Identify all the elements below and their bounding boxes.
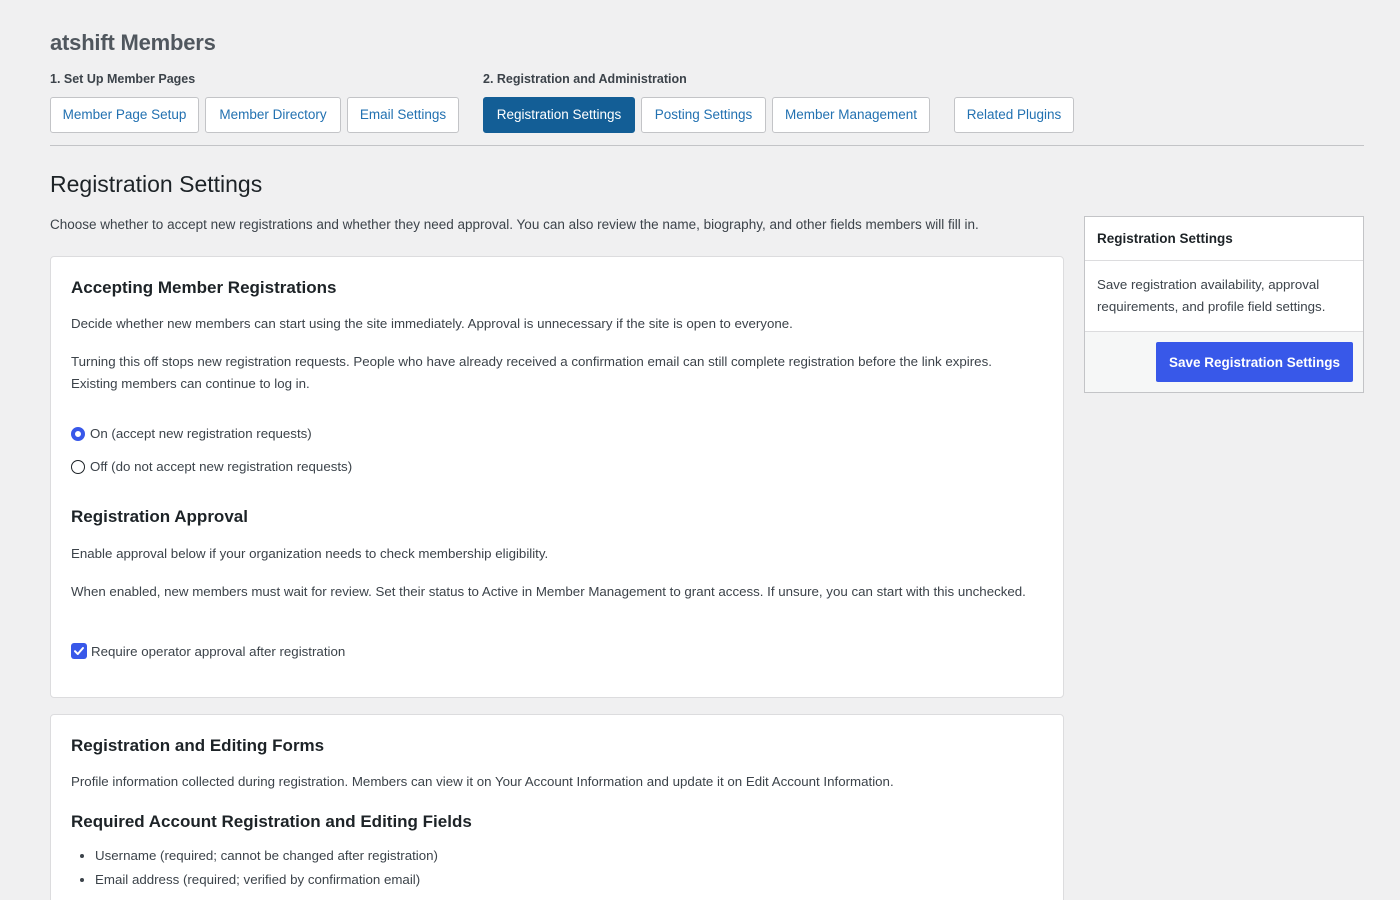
tab-member-page-setup[interactable]: Member Page Setup: [50, 97, 199, 133]
registration-card: [50, 256, 1064, 698]
required-fields-list: [71, 844, 438, 892]
radio-option-off[interactable]: [71, 459, 352, 474]
save-box-footer: [1085, 332, 1363, 392]
save-settings-box: [1084, 216, 1364, 393]
forms-card: [50, 714, 1064, 900]
page-title: Registration Settings: [50, 171, 263, 197]
save-registration-settings-button[interactable]: Save Registration Settings: [1156, 342, 1353, 382]
list-item: • Email address (required; verified by confirmation email): [95, 868, 438, 892]
tab-email-settings[interactable]: Email Settings: [347, 97, 459, 133]
list-item: • Username (required; cannot be changed after registration): [95, 844, 438, 868]
approval-checkbox[interactable]: [71, 643, 87, 659]
approval-desc-2: When enabled, new members must wait for review. Set their status to Active in Member Management to grant access. If unsure, you can start with this unchecked.: [71, 584, 1026, 599]
nav-group-label-registration: 2. Registration and Administration: [483, 72, 687, 86]
accepting-title: Accepting Member Registrations: [71, 278, 337, 297]
radio-option-on[interactable]: [71, 426, 312, 441]
approval-checkbox-row[interactable]: [71, 643, 345, 659]
approval-title: Registration Approval: [71, 507, 248, 526]
approval-desc-1: Enable approval below if your organization needs to check membership eligibility.: [71, 546, 549, 561]
save-box-title: Registration Settings: [1085, 217, 1363, 261]
tab-related-plugins[interactable]: Related Plugins: [954, 97, 1074, 133]
forms-desc: Profile information collected during registration. Members can view it on Your Account Information and update it on Edit Account Information.: [71, 774, 894, 789]
app-title: atshift Members: [50, 30, 216, 55]
checkmark-icon: [73, 645, 85, 657]
save-box-description: Save registration availability, approval requirements, and profile field settings.: [1085, 261, 1363, 332]
tab-member-management[interactable]: Member Management: [772, 97, 930, 133]
tab-posting-settings[interactable]: Posting Settings: [641, 97, 766, 133]
page-intro: Choose whether to accept new registrations and whether they need approval. You can also review the name, biography, and other fields members will fill in.: [50, 217, 979, 232]
header-divider: [50, 145, 1364, 146]
tab-member-directory[interactable]: Member Directory: [205, 97, 341, 133]
radio-on-label: On (accept new registration requests): [90, 426, 312, 441]
accepting-desc-2: Turning this off stops new registration requests. People who have already received a confirmation email can still complete registration before the link expires. Existing members can continue to log in.: [71, 354, 992, 391]
required-fields-title: Required Account Registration and Editing Fields: [71, 812, 472, 831]
tab-registration-settings[interactable]: Registration Settings: [483, 97, 635, 133]
radio-off-control[interactable]: [71, 460, 85, 474]
forms-title: Registration and Editing Forms: [71, 736, 325, 755]
radio-on-control[interactable]: [71, 427, 85, 441]
approval-checkbox-label: Require operator approval after registration: [91, 643, 346, 659]
nav-group-label-setup: 1. Set Up Member Pages: [50, 72, 196, 86]
accepting-desc-1: Decide whether new members can start using the site immediately. Approval is unnecessary if the site is open to everyone.: [71, 316, 793, 331]
radio-off-label: Off (do not accept new registration requests): [90, 459, 353, 474]
